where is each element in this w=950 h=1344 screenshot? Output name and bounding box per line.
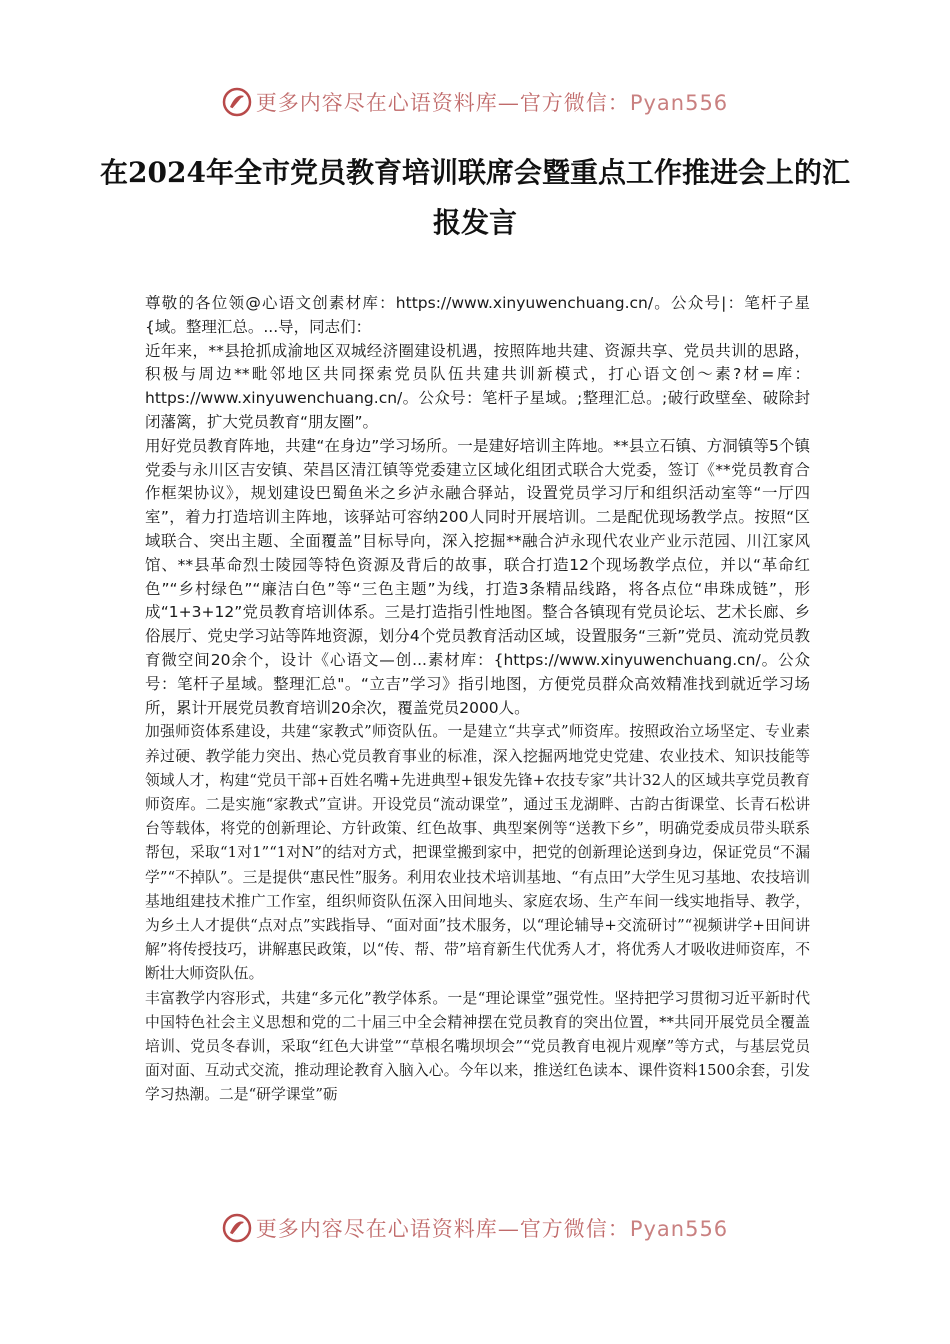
banner-wechat-id: Pyan556 [629,91,729,115]
header-banner-text [256,87,728,117]
banner-dash: — [497,91,520,115]
document-title: 在2024年全市党员教育培训联席会暨重点工作推进会上的汇报发言 [100,156,850,239]
banner-main-text: 更多内容尽在心语资料库 [255,91,498,115]
paragraph-teaching-content: 丰富教学内容形式，共建“多元化”教学体系。一是“理论课堂”强党性。坚持把学习贯彻习近平新时代中国特色社会主义思想和党的二十届三中全会精神摆在党员教育的突出位置，**共同开展党员全覆盖培训、党员冬春训，采取“红色大讲堂”“草根名嘴坝坝会”“党员教育电视片观摩”等方式，与基层党员面对面、互动式交流，推动理论教育入脑入心。今年以来，推送红色读本、课件资料1500余套，引发学习热潮。二是“研学课堂”砺 [145,989,810,1104]
paragraph-teacher-system: 加强师资体系建设，共建“家教式”师资队伍。一是建立“共享式”师资库。按照政治立场坚定、专业素养过硬、教学能力突出、热心党员教育事业的标准，深入挖掘两地党史党建、农业技术、知识技能等领域人才，构建“党员干部+百姓名嘴+先进典型+银发先锋+农技专家”共计32人的区域共享党员教育师资库。二是实施“家教式”宣讲。开设党员“流动课堂”，通过玉龙湖畔、古韵古街课堂、长青石松讲台等载体，将党的创新理论、方针政策、红色故事、典型案例等“送教下乡”，明确党委成员带头联系帮包，采取“1对1”“1对N”的结对方式，把课堂搬到家中，把党的创新理论送到身边，保证党员“不漏学”“不掉队”。三是提供“惠民性”服务。利用农业技术培训基地、“有点田”大学生见习基地、农技培训基地组建技术推广工作室，组织师资队伍深入田间地头、家庭农场、生产车间一线实地指导、教学，为乡土人才提供“点对点”实践指导、“面对面”技术服务，以“理论辅导+交流研讨”“视频讲学+田间讲解”将传授技巧，讲解惠民政策，以“传、帮、带”培育新生代优秀人才，将优秀人才吸收进师资库，不断壮大师资队伍。 [145,723,810,983]
document-body [145,292,810,1108]
paragraph-salutation: 尊敬的各位领@心语文创素材库：https://www.xinyuwenchuang.cn/。公众号|：笔杆子星{域。整理汇总。...导，同志们： [145,294,810,336]
xinyu-logo-icon [222,87,252,117]
banner-wechat-label: 官方微信： [519,1217,630,1241]
banner-main-text: 更多内容尽在心语资料库 [255,1217,498,1241]
header-banner [0,82,950,122]
banner-dash: — [497,1217,520,1241]
footer-banner-text [256,1213,728,1243]
paragraph-intro: 近年来，**县抢抓成渝地区双城经济圈建设机遇，按照阵地共建、资源共享、党员共训的思路，积极与周边**毗邻地区共同探索党员队伍共建共训新模式，打心语文创～素?材=库：https://www.xinyuwenchuang.cn/。公众号：笔杆子星域。;整理汇总。;破行政壁垒、破除封闭藩篱，扩大党员教育“朋友圈”。 [145,341,810,431]
paragraph-learning-venues: 用好党员教育阵地，共建“在身边”学习场所。一是建好培训主阵地。**县立石镇、方洞镇等5个镇党委与永川区吉安镇、荣昌区清江镇等党委建立区域化组团式联合大党委，签订《**党员教育合作框架协议》，规划建设巴蜀鱼米之乡泸永融合驿站，设置党员学习厅和组织活动室等“一厅四室”，着力打造培训主阵地，该驿站可容纳200人同时开展培训。二是配优现场教学点。按照“区域联合、突出主题、全面覆盖”目标导向，深入挖掘**融合泸永现代农业产业示范园、川江家风馆、**县革命烈士陵园等特色资源及背后的故事，联合打造12个现场教学点位，并以“革命红色”“乡村绿色”“廉洁白色”等“三色主题”为线，打造3条精品线路，将各点位“串珠成链”，形成“1+3+12”党员教育培训体系。三是打造指引性地图。整合各镇现有党员论坛、艺术长廊、乡俗展厅、党史学习站等阵地资源，划分4个党员教育活动区域，设置服务“三新”党员、流动党员教育微空间20余个，设计《心语文—创...素材库：{https://www.xinyuwenchuang.cn/。公众号：笔杆子星域。整理汇总"。“立吉”学习》指引地图，方便党员群众高效精准找到就近学习场所，累计开展党员教育培训20余次，覆盖党员2000人。 [145,436,810,717]
xinyu-logo-icon [222,1213,252,1243]
footer-banner [0,1208,950,1248]
banner-wechat-id: Pyan556 [629,1217,729,1241]
banner-wechat-label: 官方微信： [519,91,630,115]
